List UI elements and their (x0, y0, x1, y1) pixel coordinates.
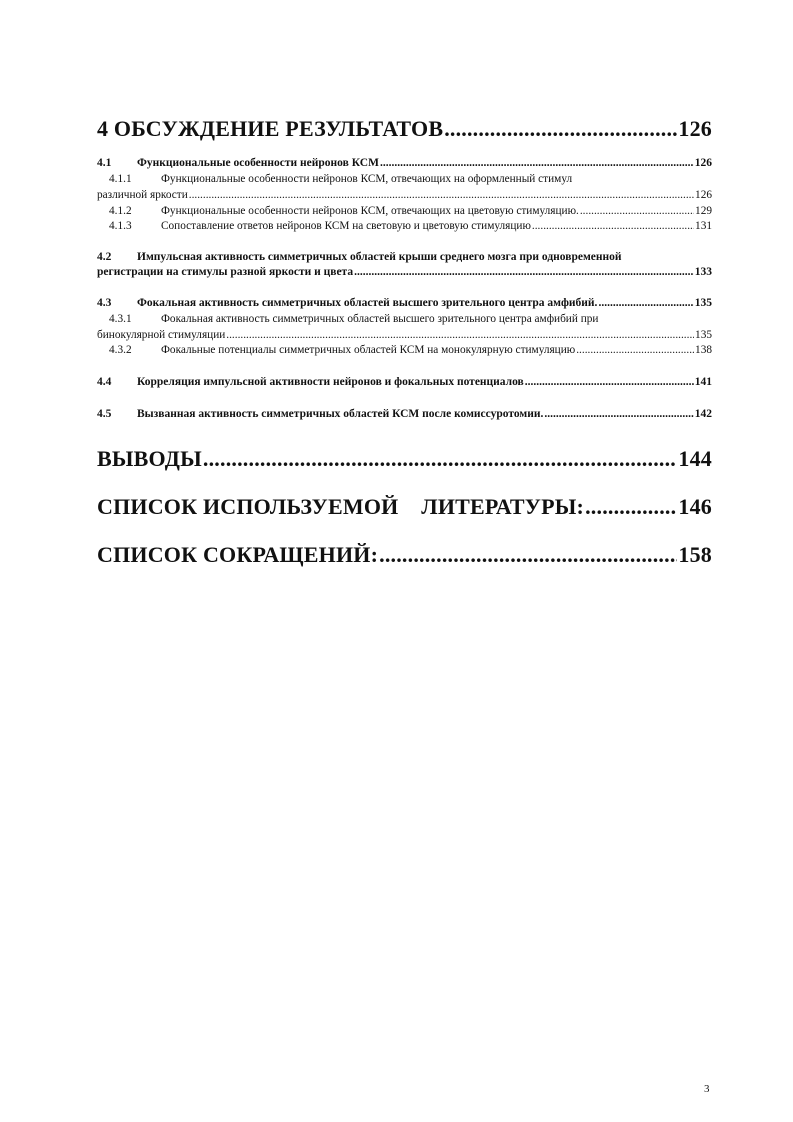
toc-title: Сопоставление ответов нейронов КСМ на световую и цветовую стимуляцию (161, 220, 531, 232)
toc-number: 4.1 (97, 157, 112, 169)
toc-page-number: 129 (695, 205, 712, 217)
toc-entry-4-1-1-line2[interactable] (97, 189, 712, 201)
toc-entry-4-3-1-line1[interactable] (97, 313, 712, 325)
toc-leader-dots (576, 344, 694, 356)
toc-title-line2: регистрации на стимулы разной яркости и цвета (97, 266, 354, 278)
toc-title-line2: различной яркости (97, 189, 188, 201)
toc-leader-dots (379, 542, 677, 568)
toc-leader-dots (525, 376, 694, 388)
toc-leader-dots (598, 297, 693, 309)
toc-title: СПИСОК СОКРАЩЕНИЙ: (97, 542, 379, 567)
toc-title: ВЫВОДЫ (97, 446, 202, 471)
toc-leader-dots (354, 266, 694, 278)
toc-number: 4.3.1 (109, 313, 132, 325)
toc-entry-4-1[interactable] (97, 157, 712, 169)
toc-page-number: 138 (695, 344, 712, 356)
toc-entry-4-3[interactable] (97, 297, 712, 309)
toc-page-number: 135 (695, 329, 712, 341)
toc-page-number: 133 (694, 266, 712, 278)
toc-page-number: 141 (694, 376, 712, 388)
toc-leader-dots (203, 446, 677, 472)
toc-leader-dots (189, 189, 694, 201)
toc-entry-abbreviations[interactable] (97, 542, 712, 568)
toc-page-number: 126 (695, 189, 712, 201)
toc-page-number: 126 (694, 157, 712, 169)
toc-entry-4-1-2[interactable] (97, 205, 712, 217)
toc-number: 4.5 (97, 408, 112, 420)
toc-entry-4-5[interactable] (97, 408, 712, 420)
toc-leader-dots (585, 494, 677, 520)
toc-number: 4.1.2 (109, 205, 132, 217)
toc-title: Функциональные особенности нейронов КСМ, отвечающих на цветовую стимуляцию. (161, 205, 579, 217)
toc-title: Фокальная активность симметричных областей высшего зрительного центра амфибий. (137, 297, 598, 309)
toc-page-number: 135 (694, 297, 712, 309)
toc-entry-4-3-2[interactable] (97, 344, 712, 356)
toc-leader-dots (444, 116, 677, 142)
toc-page-number: 131 (695, 220, 712, 232)
toc-entry-4-1-1-line1[interactable] (97, 173, 712, 185)
toc-entry-conclusions[interactable] (97, 446, 712, 472)
toc-entry-4-2-line2[interactable] (97, 266, 712, 278)
toc-leader-dots (544, 408, 693, 420)
toc-title-line1: Импульсная активность симметричных областей крыши среднего мозга при одновременной (137, 251, 622, 263)
toc-entry-chapter-4[interactable] (97, 116, 712, 142)
toc-leader-dots (580, 205, 694, 217)
toc-entry-4-3-1-line2[interactable] (97, 329, 712, 341)
toc-page-number: 126 (678, 116, 712, 141)
toc-number: 4.4 (97, 376, 112, 388)
toc-title-line2: бинокулярной стимуляции (97, 329, 226, 341)
toc-leader-dots (380, 157, 694, 169)
toc-page-number: 142 (694, 408, 712, 420)
toc-title: Вызванная активность симметричных областей КСМ после комиссуротомии. (137, 408, 544, 420)
toc-title: Функциональные особенности нейронов КСМ (137, 157, 379, 169)
toc-entry-4-2-line1[interactable] (97, 251, 712, 263)
toc-page-number: 144 (678, 446, 712, 471)
toc-entry-4-4[interactable] (97, 376, 712, 388)
toc-title-line1: Функциональные особенности нейронов КСМ, отвечающих на оформленный стимул (161, 173, 573, 185)
toc-number: 4.1.3 (109, 220, 132, 232)
toc-page-number: 146 (678, 494, 712, 519)
toc-leader-dots (532, 220, 694, 232)
toc-title-line1: Фокальная активность симметричных областей высшего зрительного центра амфибий при (161, 313, 599, 325)
toc-title: Фокальные потенциалы симметричных областей КСМ на монокулярную стимуляцию (161, 344, 576, 356)
toc-title: 4 ОБСУЖДЕНИЕ РЕЗУЛЬТАТОВ (97, 116, 444, 141)
toc-number: 4.3.2 (109, 344, 132, 356)
toc-title: СПИСОК ИСПОЛЬЗУЕМОЙ ЛИТЕРАТУРЫ: (97, 494, 585, 519)
page-number: 3 (704, 1083, 710, 1095)
toc-number: 4.3 (97, 297, 112, 309)
toc-title: Корреляция импульсной активности нейронов и фокальных потенциалов (137, 376, 524, 388)
toc-entry-4-1-3[interactable] (97, 220, 712, 232)
toc-leader-dots (226, 329, 694, 341)
toc-number: 4.2 (97, 251, 112, 263)
toc-page-number: 158 (678, 542, 712, 567)
toc-number: 4.1.1 (109, 173, 132, 185)
toc-entry-references[interactable] (97, 494, 712, 520)
